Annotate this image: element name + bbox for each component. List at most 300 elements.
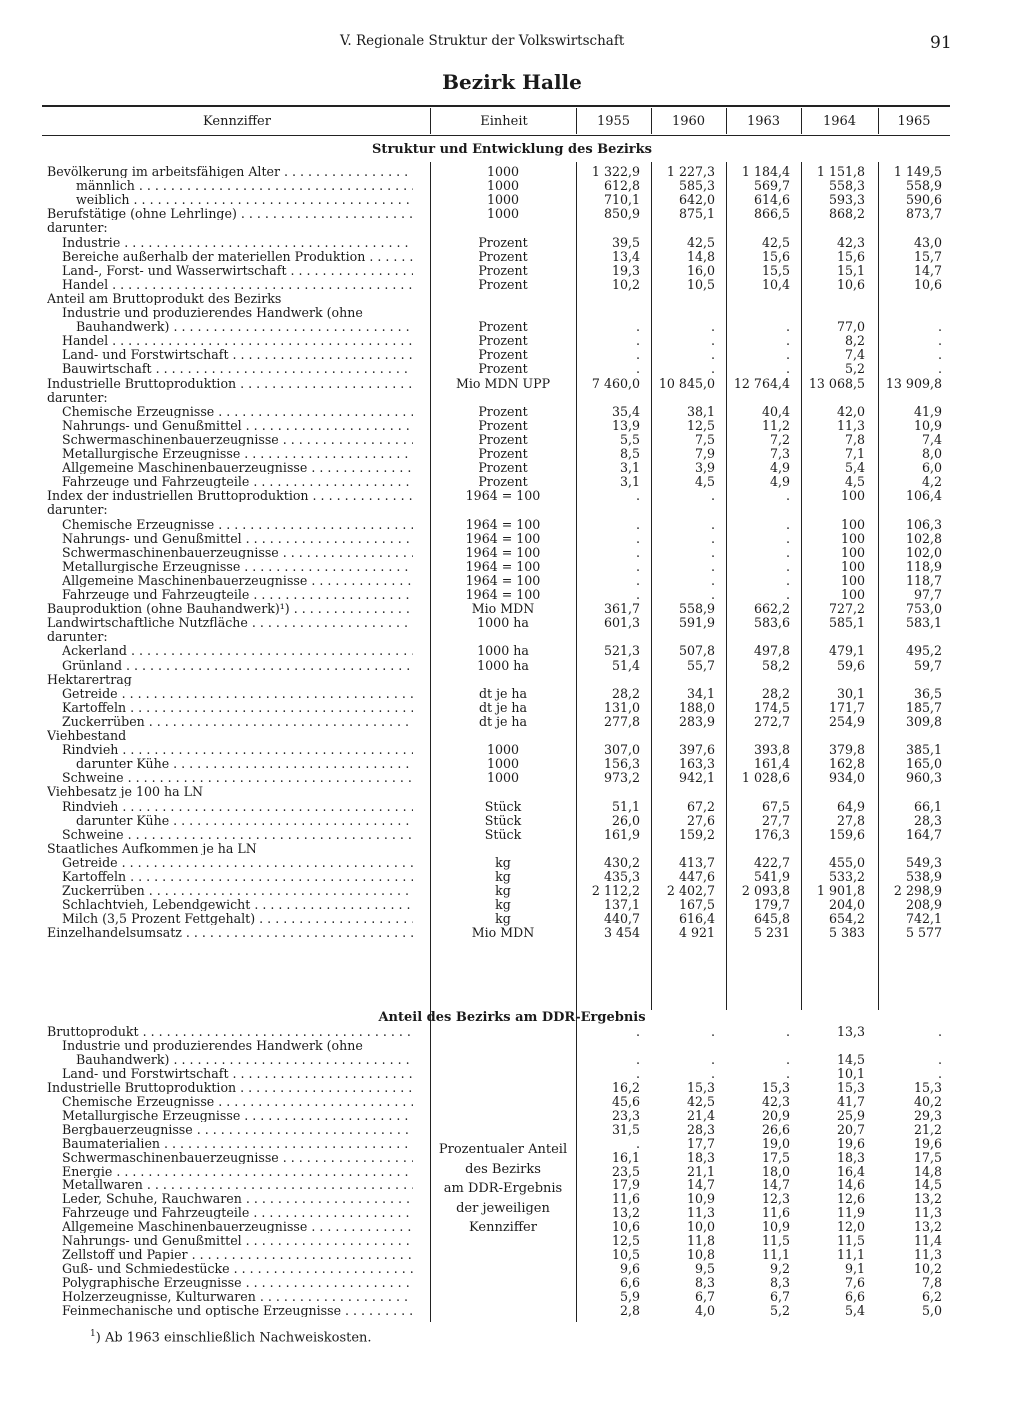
cell-value: 42,5 xyxy=(686,1093,715,1109)
cell-value: 13,9 xyxy=(611,417,640,433)
table-row xyxy=(0,461,1024,474)
cell-value: 6,7 xyxy=(769,1289,790,1305)
cell-value: 16,0 xyxy=(686,262,715,278)
cell-value: 10,5 xyxy=(611,1247,640,1263)
cell-value: 161,9 xyxy=(603,826,640,842)
cell-value: 7,2 xyxy=(769,431,790,447)
row-label: Fahrzeuge und Fahrzeugteile . . . xyxy=(62,588,413,601)
table-row xyxy=(0,503,1024,516)
cell-value: 19,0 xyxy=(761,1135,790,1151)
cell-value: 64,9 xyxy=(836,798,865,814)
cell-value: 5,4 xyxy=(844,460,865,476)
row-label: Fahrzeuge und Fahrzeugteile . . . xyxy=(62,1206,413,1219)
table-row xyxy=(0,518,1024,531)
unit-note xyxy=(430,1140,576,1238)
row-unit: Stück xyxy=(484,826,522,842)
cell-value: 137,1 xyxy=(603,897,640,913)
cell-value: 164,7 xyxy=(905,826,942,842)
cell-value: 15,5 xyxy=(761,262,790,278)
cell-value: . xyxy=(937,347,942,363)
cell-value: 614,6 xyxy=(753,192,790,208)
cell-value: . xyxy=(785,361,790,377)
cell-value: 97,7 xyxy=(913,587,942,602)
row-label: Schwermaschinenbauerzeugnisse . . . xyxy=(62,1151,413,1164)
row-unit: kg xyxy=(495,869,511,884)
table-row xyxy=(0,912,1024,925)
table-row xyxy=(0,221,1024,234)
row-label: Chemische Erzeugnisse . . . xyxy=(62,405,413,418)
table-row xyxy=(0,926,1024,939)
cell-value: 25,9 xyxy=(836,1107,865,1123)
cell-value: 4 921 xyxy=(678,925,715,941)
cell-value: 9,2 xyxy=(769,1261,790,1277)
cell-value: 19,3 xyxy=(611,262,640,278)
table-row xyxy=(0,334,1024,347)
cell-value: 131,0 xyxy=(603,699,640,715)
row-label: Zuckerrüben . . . xyxy=(62,715,413,728)
cell-value: 593,3 xyxy=(828,192,865,208)
row-label: Rindvieh . . . xyxy=(62,800,413,813)
cell-value: 100 xyxy=(840,558,865,574)
row-unit: Stück xyxy=(484,798,522,814)
cell-value: 12 764,4 xyxy=(733,375,790,391)
row-label: männlich . . . xyxy=(76,179,413,192)
cell-value: 185,7 xyxy=(905,699,942,715)
cell-value: 440,7 xyxy=(603,911,640,927)
column-divider xyxy=(801,108,802,134)
row-label: weiblich . . . xyxy=(76,193,413,206)
cell-value: 393,8 xyxy=(753,742,790,758)
cell-value: 1 322,9 xyxy=(591,164,640,179)
cell-value: 34,1 xyxy=(686,685,715,701)
cell-value: 7,5 xyxy=(694,431,715,447)
cell-value: 1 028,6 xyxy=(741,770,790,786)
cell-value: 77,0 xyxy=(836,319,865,335)
cell-value: 4,5 xyxy=(694,474,715,490)
cell-value: 21,4 xyxy=(686,1107,715,1123)
cell-value: 4,0 xyxy=(694,1303,715,1318)
cell-value: 558,3 xyxy=(828,178,865,194)
table-row xyxy=(0,800,1024,813)
cell-value: . xyxy=(937,319,942,335)
cell-value: 3,1 xyxy=(619,460,640,476)
cell-value: 14,8 xyxy=(913,1163,942,1179)
table-row xyxy=(0,1039,1024,1052)
cell-value: 38,1 xyxy=(686,403,715,419)
cell-value: 118,7 xyxy=(905,572,942,588)
cell-value: 102,0 xyxy=(905,544,942,560)
cell-value: 5 577 xyxy=(905,925,942,941)
cell-value: 179,7 xyxy=(753,897,790,913)
cell-value: 5 231 xyxy=(753,925,790,941)
row-unit: kg xyxy=(495,854,511,870)
cell-value: 100 xyxy=(840,488,865,504)
row-unit: Prozent xyxy=(478,361,528,377)
row-label: Zellstoff und Papier . . . xyxy=(62,1248,413,1261)
row-unit: Prozent xyxy=(478,347,528,363)
cell-value: 10,9 xyxy=(761,1219,790,1235)
column-header-year: 1963 xyxy=(746,114,781,129)
cell-value: 960,3 xyxy=(905,770,942,786)
cell-value: 28,2 xyxy=(761,685,790,701)
column-header-label: Kennziffer xyxy=(203,114,271,129)
cell-value: 868,2 xyxy=(828,206,865,222)
section-heading: Struktur und Entwicklung des Bezirks xyxy=(372,142,652,157)
cell-value: 558,9 xyxy=(678,601,715,617)
row-label: Ackerland . . . xyxy=(62,644,413,657)
cell-value: 28,3 xyxy=(686,1121,715,1137)
cell-value: 11,8 xyxy=(686,1233,715,1249)
cell-value: 17,5 xyxy=(913,1149,942,1165)
table-row xyxy=(0,320,1024,333)
row-unit: Prozent xyxy=(478,319,528,335)
row-unit: 1964 = 100 xyxy=(465,530,541,546)
table-row xyxy=(0,475,1024,488)
table-row xyxy=(0,250,1024,263)
cell-value: 5,0 xyxy=(921,1303,942,1318)
cell-value: 100 xyxy=(840,587,865,602)
table-row xyxy=(0,588,1024,601)
cell-value: . xyxy=(785,1051,790,1067)
cell-value: 11,1 xyxy=(761,1247,790,1263)
cell-value: 13,3 xyxy=(836,1024,865,1039)
cell-value: 6,6 xyxy=(844,1289,865,1305)
cell-value: . xyxy=(635,530,640,546)
row-unit: 1000 ha xyxy=(477,657,529,673)
table-top-rule xyxy=(42,105,950,107)
cell-value: 479,1 xyxy=(828,643,865,659)
cell-value: 100 xyxy=(840,572,865,588)
row-label: darunter Kühe . . . xyxy=(76,757,413,770)
cell-value: 102,8 xyxy=(905,530,942,546)
table-row xyxy=(0,842,1024,855)
cell-value: 10,5 xyxy=(686,276,715,292)
cell-value: 6,6 xyxy=(619,1275,640,1291)
cell-value: 30,1 xyxy=(836,685,865,701)
cell-value: 8,5 xyxy=(619,446,640,461)
cell-value: 12,6 xyxy=(836,1191,865,1207)
table-row xyxy=(0,532,1024,545)
cell-value: 16,2 xyxy=(611,1079,640,1095)
table-row xyxy=(0,644,1024,657)
cell-value: . xyxy=(937,361,942,377)
cell-value: 174,5 xyxy=(753,699,790,715)
cell-value: 5,5 xyxy=(619,431,640,447)
cell-value: 7,8 xyxy=(844,431,865,447)
row-unit: 1964 = 100 xyxy=(465,544,541,560)
cell-value: 163,3 xyxy=(678,756,715,772)
cell-value: 4,5 xyxy=(844,474,865,490)
cell-value: 43,0 xyxy=(913,234,942,250)
table-row xyxy=(0,1109,1024,1122)
cell-value: 41,7 xyxy=(836,1093,865,1109)
row-label: Nahrungs- und Genußmittel . . . xyxy=(62,1234,413,1247)
row-unit: 1000 xyxy=(486,206,520,222)
cell-value: 11,5 xyxy=(836,1233,865,1249)
cell-value: . xyxy=(710,361,715,377)
cell-value: 159,6 xyxy=(828,826,865,842)
cell-value: 590,6 xyxy=(905,192,942,208)
cell-value: 455,0 xyxy=(828,854,865,870)
page-number: 91 xyxy=(930,33,952,53)
row-label: Schwermaschinenbauerzeugnisse . . . xyxy=(62,546,413,559)
table-row xyxy=(0,419,1024,432)
cell-value: 583,6 xyxy=(753,615,790,631)
row-unit: Prozent xyxy=(478,460,528,476)
cell-value: 21,1 xyxy=(686,1163,715,1179)
cell-value: 866,5 xyxy=(753,206,790,222)
cell-value: 14,7 xyxy=(761,1177,790,1193)
row-label: Milch (3,5 Prozent Fettgehalt) . . . xyxy=(62,912,413,925)
cell-value: 204,0 xyxy=(828,897,865,913)
table-row xyxy=(0,771,1024,784)
footnote xyxy=(90,1329,372,1345)
table-row xyxy=(0,433,1024,446)
row-unit: Stück xyxy=(484,812,522,828)
cell-value: 2,8 xyxy=(619,1303,640,1318)
cell-value: 188,0 xyxy=(678,699,715,715)
cell-value: . xyxy=(635,1065,640,1081)
cell-value: 569,7 xyxy=(753,178,790,194)
cell-value: 8,2 xyxy=(844,333,865,349)
cell-value: 8,3 xyxy=(694,1275,715,1291)
cell-value: 497,8 xyxy=(753,643,790,659)
table-row xyxy=(0,1123,1024,1136)
cell-value: 40,2 xyxy=(913,1093,942,1109)
table-row xyxy=(0,1053,1024,1066)
cell-value: . xyxy=(937,1065,942,1081)
row-unit: 1000 xyxy=(486,192,520,208)
cell-value: 10,6 xyxy=(836,276,865,292)
table-row xyxy=(0,447,1024,460)
column-divider xyxy=(878,108,879,134)
row-unit: Prozent xyxy=(478,446,528,461)
cell-value: 5,4 xyxy=(844,1303,865,1318)
cell-value: 875,1 xyxy=(678,206,715,222)
unit-note-line: des Bezirks xyxy=(465,1161,541,1177)
row-label: darunter: xyxy=(47,503,108,517)
table-row xyxy=(0,616,1024,629)
cell-value: 5 383 xyxy=(828,925,865,941)
cell-value: 6,7 xyxy=(694,1289,715,1305)
cell-value: 307,0 xyxy=(603,742,640,758)
cell-value: 41,9 xyxy=(913,403,942,419)
cell-value: 10,2 xyxy=(913,1261,942,1277)
cell-value: 67,2 xyxy=(686,798,715,814)
row-label: Nahrungs- und Genußmittel . . . xyxy=(62,532,413,545)
row-label: Allgemeine Maschinenbauerzeugnisse . . . xyxy=(62,574,413,587)
row-unit: 1964 = 100 xyxy=(465,587,541,602)
cell-value: . xyxy=(785,333,790,349)
cell-value: 14,5 xyxy=(913,1177,942,1193)
row-unit: Mio MDN xyxy=(471,925,535,941)
cell-value: 11,5 xyxy=(761,1233,790,1249)
row-unit: 1964 = 100 xyxy=(465,516,541,532)
cell-value: 17,5 xyxy=(761,1149,790,1165)
row-label: Land- und Forstwirtschaft . . . xyxy=(62,1067,413,1080)
cell-value: 12,5 xyxy=(611,1233,640,1249)
cell-value: 15,6 xyxy=(836,248,865,264)
row-unit: Prozent xyxy=(478,234,528,250)
column-divider xyxy=(726,108,727,134)
row-label: Holzerzeugnisse, Kulturwaren . . . xyxy=(62,1290,413,1303)
table-row xyxy=(0,306,1024,319)
table-row xyxy=(0,898,1024,911)
table-row xyxy=(0,546,1024,559)
cell-value: 6,2 xyxy=(921,1289,942,1305)
cell-value: . xyxy=(937,333,942,349)
cell-value: 11,3 xyxy=(913,1205,942,1221)
row-label: Staatliches Aufkommen je ha LN xyxy=(47,841,257,855)
row-label: Rindvieh . . . xyxy=(62,743,413,756)
cell-value: . xyxy=(635,319,640,335)
row-label: Schweine . . . xyxy=(62,771,413,784)
cell-value: 616,4 xyxy=(678,911,715,927)
cell-value: . xyxy=(710,488,715,504)
row-unit: Mio MDN UPP xyxy=(455,375,551,391)
cell-value: . xyxy=(937,1024,942,1039)
cell-value: 13,2 xyxy=(913,1191,942,1207)
table-row xyxy=(0,1081,1024,1094)
row-unit: 1000 xyxy=(486,770,520,786)
cell-value: . xyxy=(710,587,715,602)
row-label: Allgemeine Maschinenbauerzeugnisse . . . xyxy=(62,461,413,474)
unit-note-line: Kennziffer xyxy=(469,1220,537,1235)
cell-value: . xyxy=(785,516,790,532)
table-row xyxy=(0,715,1024,728)
cell-value: . xyxy=(785,572,790,588)
table-row xyxy=(0,165,1024,178)
cell-value: 873,7 xyxy=(905,206,942,222)
cell-value: . xyxy=(635,1024,640,1039)
cell-value: . xyxy=(710,1065,715,1081)
cell-value: 26,6 xyxy=(761,1121,790,1137)
cell-value: 28,3 xyxy=(913,812,942,828)
row-label: Index der industriellen Bruttoproduktion . . . xyxy=(47,489,413,502)
cell-value: 12,0 xyxy=(836,1219,865,1235)
row-label: Polygraphische Erzeugnisse . . . xyxy=(62,1276,413,1289)
table-row xyxy=(0,814,1024,827)
section-heading: Anteil des Bezirks am DDR-Ergebnis xyxy=(378,1010,646,1025)
cell-value: 541,9 xyxy=(753,869,790,884)
row-label: Grünland . . . xyxy=(62,659,413,672)
cell-value: . xyxy=(635,572,640,588)
row-label: Kartoffeln . . . xyxy=(62,701,413,714)
cell-value: 645,8 xyxy=(753,911,790,927)
column-header-year: 1960 xyxy=(671,114,706,129)
cell-value: 4,9 xyxy=(769,474,790,490)
cell-value: . xyxy=(937,1051,942,1067)
table-row xyxy=(0,701,1024,714)
cell-value: 29,3 xyxy=(913,1107,942,1123)
cell-value: . xyxy=(635,347,640,363)
cell-value: 521,3 xyxy=(603,643,640,659)
cell-value: 106,4 xyxy=(905,488,942,504)
row-label: Leder, Schuhe, Rauchwaren . . . xyxy=(62,1192,413,1205)
row-unit: dt je ha xyxy=(478,713,528,729)
row-label: Schlachtvieh, Lebendgewicht . . . xyxy=(62,898,413,911)
cell-value: 19,6 xyxy=(913,1135,942,1151)
cell-value: 31,5 xyxy=(611,1121,640,1137)
cell-value: 850,9 xyxy=(603,206,640,222)
cell-value: 1 184,4 xyxy=(741,164,790,179)
cell-value: 7,4 xyxy=(921,431,942,447)
row-label: Viehbestand xyxy=(47,729,127,742)
cell-value: 28,2 xyxy=(611,685,640,701)
cell-value: 4,9 xyxy=(769,460,790,476)
row-label: Schweine . . . xyxy=(62,828,413,841)
cell-value: 11,1 xyxy=(836,1247,865,1263)
cell-value: 10,0 xyxy=(686,1219,715,1235)
cell-value: 12,5 xyxy=(686,417,715,433)
row-label: Nahrungs- und Genußmittel . . . xyxy=(62,419,413,432)
table-row xyxy=(0,1262,1024,1275)
row-label: Fahrzeuge und Fahrzeugteile . . . xyxy=(62,475,413,488)
cell-value: 100 xyxy=(840,516,865,532)
row-label: Zuckerrüben . . . xyxy=(62,884,413,897)
column-header-year: 1965 xyxy=(897,114,931,129)
row-label: Hektarertrag xyxy=(47,672,132,686)
cell-value: . xyxy=(785,347,790,363)
row-label: Berufstätige (ohne Lehrlinge) . . . xyxy=(47,207,413,220)
cell-value: 19,6 xyxy=(836,1135,865,1151)
table-row xyxy=(0,405,1024,418)
row-label: Baumaterialien . . . xyxy=(62,1137,413,1150)
row-label: Bauhandwerk) . . . xyxy=(76,1053,413,1066)
table-row xyxy=(0,264,1024,277)
row-label: darunter: xyxy=(47,221,108,235)
cell-value: 361,7 xyxy=(603,601,640,617)
row-label: darunter: xyxy=(47,390,108,404)
table-row xyxy=(0,193,1024,206)
cell-value: 10,8 xyxy=(686,1247,715,1263)
cell-value: 710,1 xyxy=(603,192,640,208)
row-label: Bauhandwerk) . . . xyxy=(76,320,413,333)
cell-value: 538,9 xyxy=(905,869,942,884)
row-unit: Prozent xyxy=(478,262,528,278)
cell-value: 558,9 xyxy=(905,178,942,194)
cell-value: 42,3 xyxy=(836,234,865,250)
cell-value: 13,2 xyxy=(913,1219,942,1235)
cell-value: 118,9 xyxy=(905,558,942,574)
row-label: Guß- und Schmiedestücke . . . xyxy=(62,1262,413,1275)
cell-value: 12,3 xyxy=(761,1191,790,1207)
cell-value: . xyxy=(710,1051,715,1067)
cell-value: 11,3 xyxy=(913,1247,942,1263)
row-label: Schwermaschinenbauerzeugnisse . . . xyxy=(62,433,413,446)
row-unit: 1964 = 100 xyxy=(465,572,541,588)
row-unit: dt je ha xyxy=(478,699,528,715)
cell-value: 7,4 xyxy=(844,347,865,363)
cell-value: 753,0 xyxy=(905,601,942,617)
row-unit: Prozent xyxy=(478,474,528,490)
row-label: Bereiche außerhalb der materiellen Produktion . . . xyxy=(62,250,413,263)
cell-value: 507,8 xyxy=(678,643,715,659)
cell-value: 15,6 xyxy=(761,248,790,264)
cell-value: 6,0 xyxy=(921,460,942,476)
cell-value: 161,4 xyxy=(753,756,790,772)
row-label: Industrie und produzierendes Handwerk (ohne xyxy=(62,1038,363,1052)
cell-value: 35,4 xyxy=(611,403,640,419)
cell-value: 42,0 xyxy=(836,403,865,419)
unit-note-line: am DDR-Ergebnis xyxy=(443,1181,563,1196)
cell-value: . xyxy=(785,530,790,546)
cell-value: 662,2 xyxy=(753,601,790,617)
row-label: Viehbesatz je 100 ha LN xyxy=(47,785,204,799)
cell-value: 8,3 xyxy=(769,1275,790,1291)
cell-value: . xyxy=(785,1065,790,1081)
cell-value: 2 093,8 xyxy=(741,883,790,899)
